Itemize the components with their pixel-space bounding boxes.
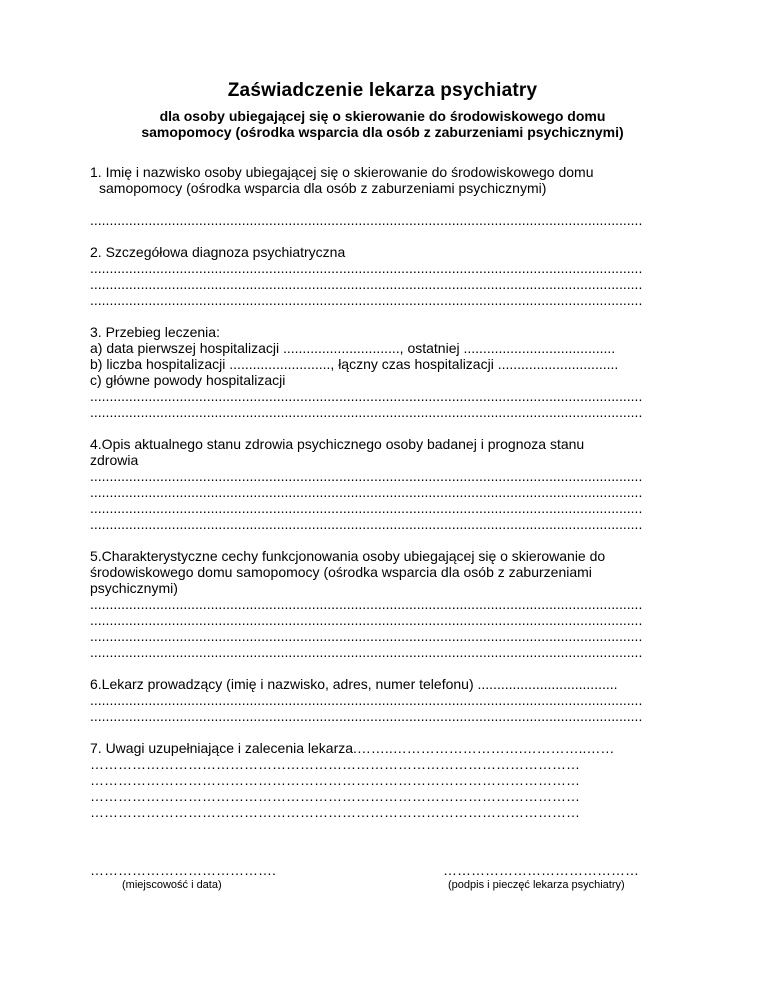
- signature-field[interactable]: ……………………………………: [443, 862, 639, 878]
- certificate-form: [90, 80, 675, 820]
- section-6-answer-line[interactable]: ..............................................................................................................................................: [90, 708, 643, 724]
- section-1-label-line2: samopomocy (ośrodka wsparcia dla osób z zaburzeniami psychicznymi): [99, 180, 547, 196]
- section-5-label-line2: środowiskowego domu samopomocy (ośrodka wsparcia dla osób z zaburzeniami: [90, 564, 592, 580]
- place-date-field[interactable]: ………………………………….: [90, 862, 276, 878]
- section-7-label[interactable]: 7. Uwagi uzupełniające i zalecenia lekarza.……..……………………….…………..……: [90, 740, 615, 756]
- section-7-answer-line[interactable]: ……………………………………………………………………………………………: [90, 804, 580, 820]
- section-7-answer-line[interactable]: ……………………………………………………………………………………………: [90, 788, 580, 804]
- section-2-label: 2. Szczegółowa diagnoza psychiatryczna: [90, 244, 346, 260]
- section-3-hospitalization-dates[interactable]: a) data pierwszej hospitalizacji .............................., ostatniej .......................................: [90, 340, 616, 356]
- section-3-hospitalization-count[interactable]: b) liczba hospitalizacji .........................., łączny czas hospitalizacji ...............................: [90, 356, 619, 372]
- section-3-answer-line[interactable]: ..............................................................................................................................................: [90, 388, 643, 404]
- section-3-answer-line[interactable]: ..............................................................................................................................................: [90, 404, 643, 420]
- signature-label: (podpis i pieczęć lekarza psychiatry): [448, 879, 625, 891]
- section-3-hospitalization-reasons-label: c) główne powody hospitalizacji: [90, 372, 286, 388]
- section-6-answer-line[interactable]: ..............................................................................................................................................: [90, 692, 643, 708]
- section-5-label-line3: psychicznymi): [90, 580, 178, 596]
- place-date-label: (miejscowość i data): [122, 879, 222, 891]
- section-4-label-line1: 4.Opis aktualnego stanu zdrowia psychicznego osoby badanej i prognoza stanu: [90, 436, 585, 452]
- section-2-answer-line[interactable]: ..............................................................................................................................................: [90, 292, 643, 308]
- section-1-label-line1: 1. Imię i nazwisko osoby ubiegającej się o skierowanie do środowiskowego domu: [90, 164, 594, 180]
- section-2-answer-line[interactable]: ..............................................................................................................................................: [90, 276, 643, 292]
- section-5-label-line1: 5.Charakterystyczne cechy funkcjonowania osoby ubiegającej się o skierowanie do: [90, 548, 606, 564]
- section-4-answer-line[interactable]: ..............................................................................................................................................: [90, 516, 643, 532]
- section-7-answer-line[interactable]: ……………………………………………………………………………………………: [90, 772, 580, 788]
- section-1-answer-field[interactable]: ..............................................................................................................................................: [90, 212, 643, 228]
- document-subtitle-line2: samopomocy (ośrodka wsparcia dla osób z zaburzeniami psychicznymi): [141, 124, 624, 140]
- section-5-answer-line[interactable]: ..............................................................................................................................................: [90, 596, 643, 612]
- section-6-label[interactable]: 6.Lekarz prowadzący (imię i nazwisko, adres, numer telefonu) ....................................: [90, 676, 618, 692]
- document-title: Zaświadczenie lekarza psychiatry: [227, 80, 538, 101]
- section-3-label: 3. Przebieg leczenia:: [90, 324, 220, 340]
- section-5-answer-line[interactable]: ..............................................................................................................................................: [90, 644, 643, 660]
- section-4-label-line2: zdrowia: [90, 452, 139, 468]
- section-7-answer-line[interactable]: ……………………………………………………………………………………………: [90, 756, 580, 772]
- section-5-answer-line[interactable]: ..............................................................................................................................................: [90, 628, 643, 644]
- section-2-answer-line[interactable]: ..............................................................................................................................................: [90, 260, 643, 276]
- section-4-answer-line[interactable]: ..............................................................................................................................................: [90, 500, 643, 516]
- document-subtitle-line1: dla osoby ubiegającej się o skierowanie do środowiskowego domu: [159, 108, 606, 124]
- section-4-answer-line[interactable]: ..............................................................................................................................................: [90, 468, 643, 484]
- section-5-answer-line[interactable]: ..............................................................................................................................................: [90, 612, 643, 628]
- section-4-answer-line[interactable]: ..............................................................................................................................................: [90, 484, 643, 500]
